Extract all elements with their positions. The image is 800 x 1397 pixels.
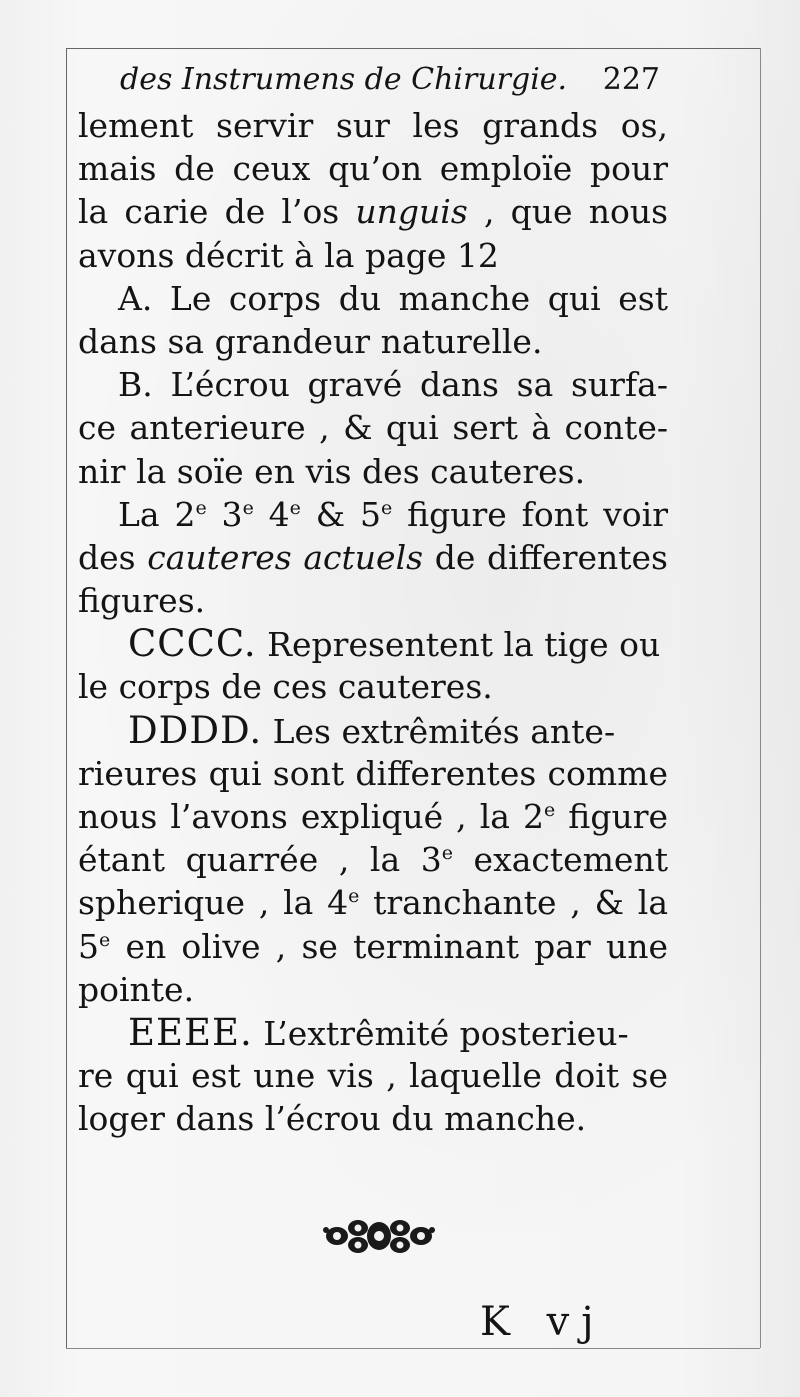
text-line: ce anterieure , & qui sert à conte- [78,408,668,448]
text-span: La 2 [118,494,196,534]
text-span: L’extrêmité posterieu- [252,1013,629,1053]
text-line [78,925,668,968]
text-span: Representent la tige ou [256,625,661,665]
entry-cccc [78,622,668,665]
frame-bottom-rule [66,1348,760,1349]
running-header [120,58,660,102]
fleuron-ornament-icon [322,1212,436,1260]
text-span: figure font voir [392,494,668,534]
superscript: e [381,496,393,519]
text-span: la carie de l’os [78,192,356,232]
running-head-title: des Instrumens de Chirurgie. [120,62,568,97]
text-span: étant quarrée , la 3 [78,840,442,880]
frame-top-rule [66,48,760,49]
text-line: le corps de ces cauteres. [78,667,493,707]
letter-key: CCCC. [128,622,257,666]
superscript: e [289,496,301,519]
text-line: nir la soïe en vis des cauteres. [78,451,586,491]
frame-right-rule [760,48,761,1348]
letter-key: EEEE. [128,1010,253,1054]
superscript: e [242,496,254,519]
text-line [78,838,668,881]
superscript: e [348,885,360,908]
text-span: des [78,537,148,577]
text-line: lement servir sur les grands os, [78,106,668,145]
text-line [78,881,668,924]
superscript: e [544,799,556,821]
text-line: figures. [78,581,206,621]
figures-paragraph [78,493,668,536]
text-span: de differentes [423,537,668,577]
entry-eeee [78,1011,668,1054]
text-line [78,190,668,233]
text-line: loger dans l’écrou du manche. [78,1099,587,1139]
text-line [78,795,668,838]
body-text [78,104,668,1141]
text-span: , que nous [467,192,669,232]
text-span: 4 [253,494,290,534]
entry-dddd [78,709,668,752]
page-number: 227 [602,62,660,97]
text-line: mais de ceux qu’on emploïe pour [78,149,668,189]
text-line: avons décrit à la page 12 [78,235,499,275]
superscript: e [99,928,111,951]
signature-mark: K vj [480,1299,606,1345]
text-span: nous l’avons expliqué , la 2 [78,797,544,836]
text-span: en olive , se terminant par une [110,926,668,966]
text-line: rieures qui sont differentes comme [78,753,668,793]
letter-key: DDDD. [128,708,263,752]
text-line: re qui est une vis , laquelle doit se [78,1056,668,1096]
superscript: e [195,496,207,519]
italic-term: unguis [355,192,468,232]
text-span: exactement [452,840,668,880]
frame-left-rule [66,48,67,1348]
text-span: 3 [206,494,243,534]
text-span: Les extrêmités ante- [262,711,616,751]
text-line: dans sa grandeur naturelle. [78,321,543,361]
text-span: tranchante , & la [359,883,668,923]
text-line: pointe. [78,969,195,1009]
italic-term: cauteres actuels [147,537,424,577]
entry-b: B. L’écrou gravé dans sa surfa- [118,365,668,405]
superscript: e [441,842,453,865]
text-span: & 5 [300,494,382,534]
text-span: spherique , la 4 [78,883,349,923]
text-span: 5 [78,926,99,966]
text-line [78,536,668,579]
text-span: figure [555,797,668,836]
entry-a: A. Le corps du manche qui est [118,278,668,318]
